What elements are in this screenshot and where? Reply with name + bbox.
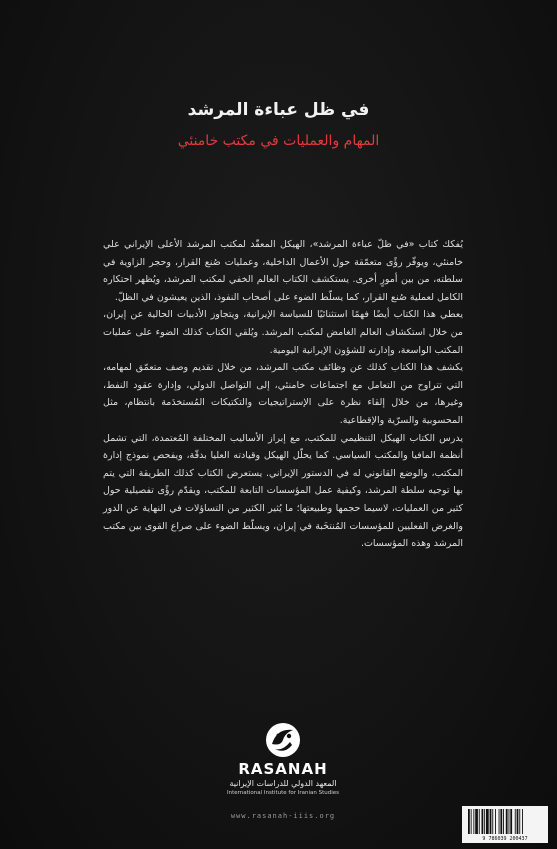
blurb — [103, 236, 463, 553]
blurb-paragraph: يدرس الكتاب الهيكل التنظيمي للمكتب، مع إبراز الأساليب المختلفة المُعتمدة، التي تشمل أنظمة المافيا والمكتب السياسي. كما يحلّل الهيكل وقيادته العليا بدقّة، ويفحص نموذج إدارة المكتب، والوضع القانوني له في الدستور الإيراني. يستعرض الكتاب كذلك الطريقة التي يتم بها توجيه سلطة المرشد، وكيفية عمل المؤسسات التابعة للمكتب، ويقدّم رؤًى تفصيلية حول كثير من العمليات، لاسيما حجمها وطبيعتها؛ ما يُثير الكثير من التساؤلات في النهاية عن الدور والغرض الفعليين للمؤسسات المُنتخَبة في إيران، ويسلّط الضوء على صراع القوى بين مكتب المرشد وهذه المؤسسات. — [103, 432, 463, 550]
barcode-bar — [471, 809, 472, 834]
book-title: في ظل عباءة المرشد — [187, 100, 370, 120]
isbn-number: 9 786039 200437 — [482, 836, 528, 842]
barcode-bar — [473, 809, 474, 834]
rasanah-logo-icon — [263, 720, 303, 760]
barcode-bar — [506, 809, 508, 834]
isbn-barcode — [462, 806, 548, 843]
barcode-bar — [482, 809, 484, 834]
barcode-bar — [499, 809, 500, 834]
barcode-bar — [475, 809, 478, 834]
publisher-name: RASANAH — [238, 760, 328, 778]
barcode-bar — [500, 809, 502, 834]
barcode-bar — [479, 809, 480, 834]
barcode-bar — [519, 809, 520, 834]
barcode-bar — [517, 809, 519, 834]
barcode-bar — [509, 809, 510, 834]
blurb-paragraph: يكشف هذا الكتاب كذلك عن وظائف مكتب المرشد، من خلال تقديم وصف متعمّق لمهامه، التي تتراوح من التعامل مع اجتماعات خامنئي، إلى التواصل الدولي، وإدارة عقود النفط، وغيرها، من خلال إلقاء نظرة على الإستراتيجيات والتكتيكات المُستخدَمة بانتظام، مثل المحسوبية والسرّية والإقطاعية. — [103, 362, 463, 426]
barcode-bars — [468, 809, 542, 834]
blurb-paragraph: يعطي هذا الكتاب أيضًا فهمًا استثنائيًا للسياسة الإيرانية، ويتجاوز الأدبيات الحالية عن إيران، من خلال استكشاف العالم الغامض لمكتب المرشد. ويُلقي الكتاب كذلك الضوء على عمليات المكتب الواسعة، وإدارته للشؤون الإيرانية اليومية. — [103, 309, 463, 356]
blurb-paragraph: يُفكك كتاب «في ظلّ عباءة المرشد»، الهيكل المعقّد لمكتب المرشد الأعلى الإيراني علي خامنئي، ويوفّر رؤًى متعمّقة حول الأعمال الداخلية، وعمليات صُنع القرار، وحجر الزاوية في سلطته، من بين أمورٍ أخرى. يستكشف الكتاب العالم الخفي لمكتب المرشد، ويُظهر احتكاره الكامل لعملية صُنع القرار، كما يسلّط الضوء على أصحاب النفوذ، الذين يعيشون في الظلّ. — [103, 239, 463, 303]
barcode-bar — [510, 809, 512, 834]
barcode-bar — [492, 809, 493, 834]
publisher-website: www.rasanah-iiis.org — [230, 812, 336, 820]
book-subtitle: المهام والعمليات في مكتب خامنئي — [177, 133, 380, 149]
barcode-bar — [468, 809, 470, 834]
publisher-name-arabic: المعهد الدولي للدراسات الإيرانية — [229, 779, 337, 788]
barcode-bar — [503, 809, 504, 834]
barcode-bar — [484, 809, 485, 834]
barcode-bar — [486, 809, 489, 834]
barcode-bar — [490, 809, 492, 834]
barcode-bar — [522, 809, 523, 834]
publisher-name-english: International Institute for Iranian Studies — [226, 790, 340, 796]
barcode-bar — [515, 809, 516, 834]
barcode-bar — [495, 809, 496, 834]
